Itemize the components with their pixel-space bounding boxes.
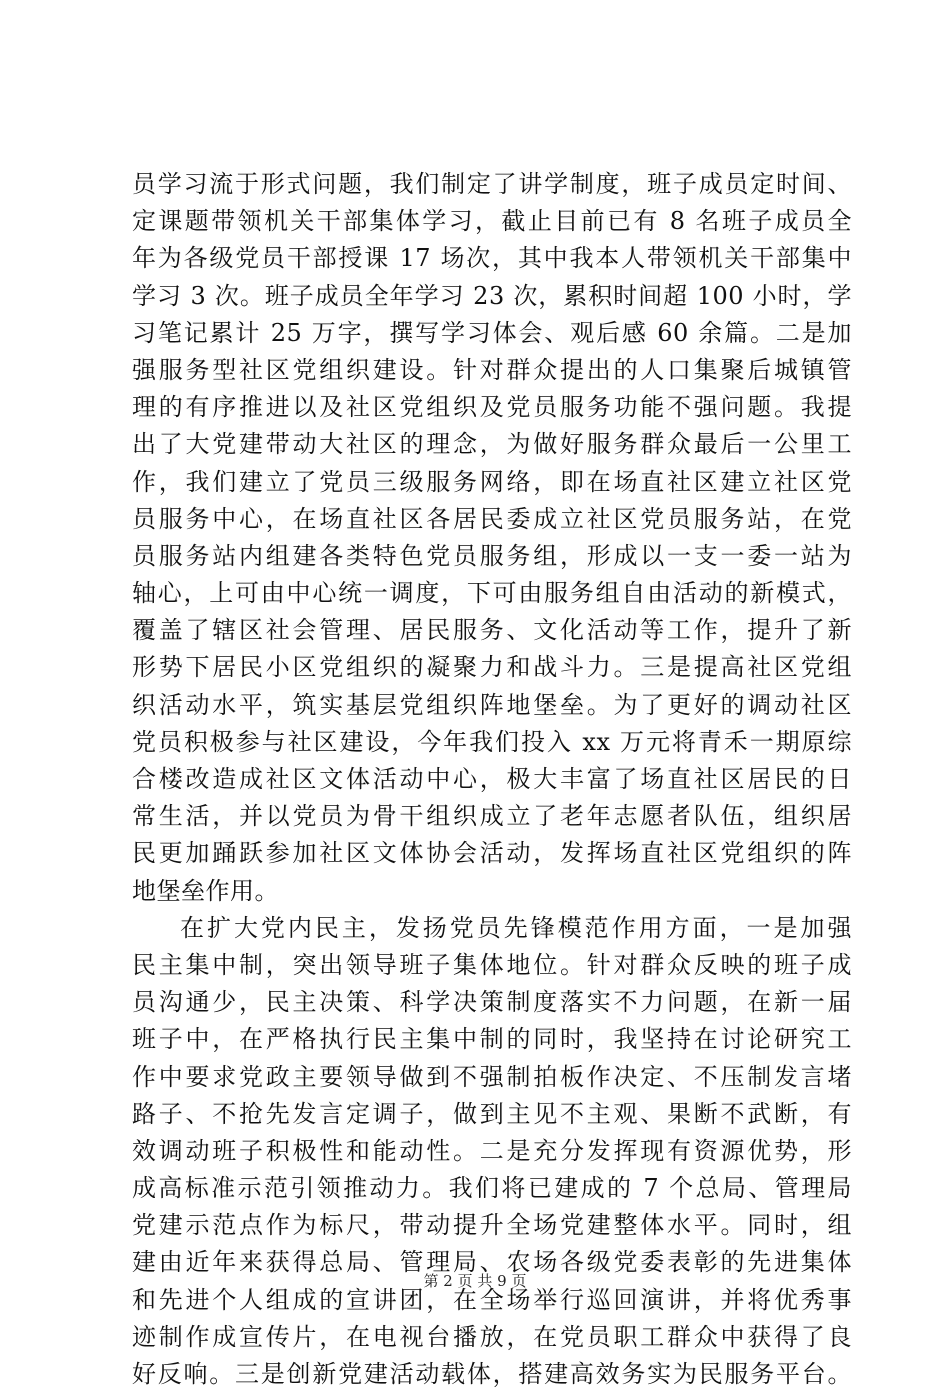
text-line: 民主集中制，突出领导班子集体地位。针对群众反映的班子成 [132,950,852,979]
text-line: 年为各级党员干部授课 17 场次，其中我本人带领机关干部集中 [132,244,852,273]
text-line: 和先进个人组成的宣讲团，在全场举行巡回演讲，并将优秀事 [132,1285,852,1314]
text-line: 理的有序推进以及社区党组织及党员服务功能不强问题。我提 [132,393,852,422]
text-line: 迹制作成宣传片，在电视台播放，在党员职工群众中获得了良 [132,1322,852,1351]
text-line: 出了大党建带动大社区的理念，为做好服务群众最后一公里工 [132,430,852,459]
text-line: 习笔记累计 25 万字，撰写学习体会、观后感 60 余篇。二是加 [132,318,852,347]
text-line: 建由近年来获得总局、管理局、农场各级党委表彰的先进集体 [132,1248,852,1277]
text-line: 学习 3 次。班子成员全年学习 23 次，累积时间超 100 小时，学 [132,281,852,310]
text-line: 地堡垒作用。 [132,876,279,905]
text-line: 在扩大党内民主，发扬党员先锋模范作用方面，一是加强 [180,913,852,942]
text-line: 员学习流于形式问题，我们制定了讲学制度，班子成员定时间、 [132,170,852,198]
text-line: 党建示范点作为标尺，带动提升全场党建整体水平。同时，组 [132,1211,852,1240]
document-body [132,166,852,1393]
text-line: 好反响。三是创新党建活动载体，搭建高效务实为民服务平台。 [132,1360,852,1388]
text-line: 合楼改造成社区文体活动中心，极大丰富了场直社区居民的日 [132,765,852,793]
text-line: 路子、不抢先发言定调子，做到主见不主观、果断不武断，有 [132,1099,852,1128]
page-footer: 第 2 页 共 9 页 [423,1272,527,1290]
text-line: 形势下居民小区党组织的凝聚力和战斗力。三是提高社区党组 [132,653,852,682]
text-line: 织活动水平，筑实基层党组织阵地堡垒。为了更好的调动社区 [132,690,852,719]
text-line: 常生活，并以党员为骨干组织成立了老年志愿者队伍，组织居 [132,802,852,831]
text-line: 轴心，上可由中心统一调度，下可由服务组自由活动的新模式， [132,579,852,608]
text-line: 效调动班子积极性和能动性。二是充分发挥现有资源优势，形 [132,1136,852,1165]
text-line: 成高标准示范引领推动力。我们将已建成的 7 个总局、管理局 [132,1174,852,1203]
text-line: 定课题带领机关干部集体学习，截止目前已有 8 名班子成员全 [132,207,852,236]
text-line: 民更加踊跃参加社区文体协会活动，发挥场直社区党组织的阵 [132,839,852,868]
text-line: 班子中，在严格执行民主集中制的同时，我坚持在讨论研究工 [132,1025,852,1054]
text-line: 作中要求党政主要领导做到不强制拍板作决定、不压制发言堵 [132,1062,852,1091]
text-line: 作，我们建立了党员三级服务网络，即在场直社区建立社区党 [132,467,852,496]
text-line: 强服务型社区党组织建设。针对群众提出的人口集聚后城镇管 [132,355,852,384]
text-line: 覆盖了辖区社会管理、居民服务、文化活动等工作，提升了新 [132,616,852,645]
text-line: 党员积极参与社区建设，今年我们投入 xx 万元将青禾一期原综 [132,727,852,756]
text-line: 员沟通少，民主决策、科学决策制度落实不力问题，在新一届 [132,988,852,1017]
text-line: 员服务中心，在场直社区各居民委成立社区党员服务站，在党 [132,504,852,533]
text-line: 员服务站内组建各类特色党员服务组，形成以一支一委一站为 [132,541,852,570]
